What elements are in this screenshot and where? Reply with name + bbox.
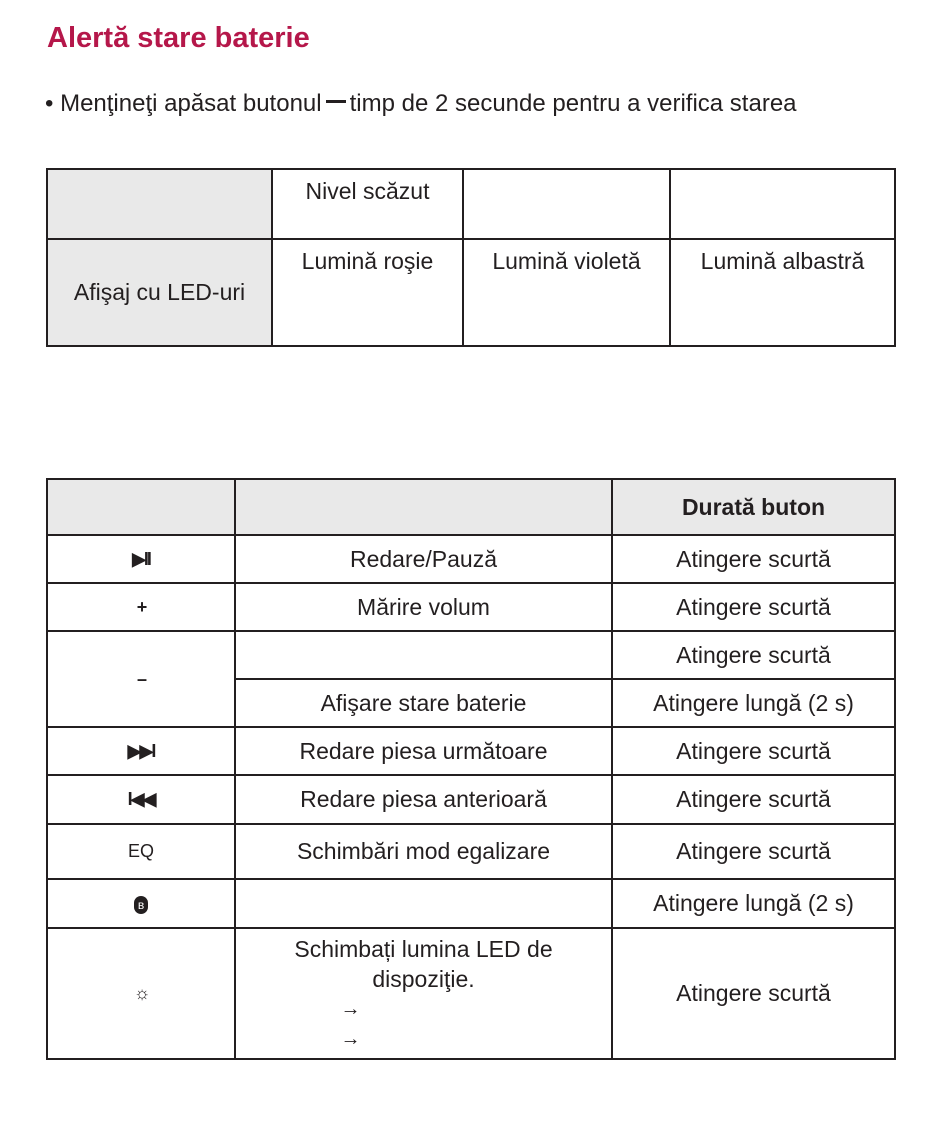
duration-cell: Atingere scurtă [612,824,895,879]
duration-cell: Atingere lungă (2 s) [612,879,895,928]
instruction-bullet [45,90,797,118]
led-table-header-row [47,169,895,239]
function-cell: Afişare stare baterie [235,679,612,727]
led-level-high [670,169,895,239]
duration-cell: Atingere scurtă [612,928,895,1059]
header-function-cell [235,479,612,535]
table-row [47,824,895,879]
play-pause-icon: ▶II [47,535,235,583]
plus-icon: + [47,583,235,631]
led-display-label: Afişaj cu LED-uri [47,239,272,346]
led-red: Lumină roşie [272,239,463,346]
function-cell: Redare piesa anterioară [235,775,612,824]
led-blue: Lumină albastră [670,239,895,346]
table-row [47,583,895,631]
duration-cell: Atingere scurtă [612,583,895,631]
page-title: Alertă stare baterie [47,22,310,54]
table-row [47,535,895,583]
bullet-marker: • [45,90,54,117]
button-functions-table [46,478,896,1060]
previous-track-icon: I◀◀ [47,775,235,824]
arrow-right-icon: → [340,997,361,1020]
function-line-2: dispoziţie. [372,965,475,992]
table-row [47,727,895,775]
table-row [47,928,895,1059]
led-table-corner-cell [47,169,272,239]
header-button-cell [47,479,235,535]
table-row [47,879,895,928]
bullet-text-after: timp de 2 secunde pentru a verifica starea [349,90,797,117]
duration-cell: Atingere scurtă [612,727,895,775]
function-cell [235,928,612,1059]
table-row [47,775,895,824]
duration-cell: Atingere scurtă [612,631,895,679]
led-violet: Lumină violetă [463,239,670,346]
led-table-row [47,239,895,346]
duration-cell: Atingere scurtă [612,535,895,583]
button-table-header-row [47,479,895,535]
function-cell: Redare piesa următoare [235,727,612,775]
led-level-medium [463,169,670,239]
next-track-icon: ▶▶I [47,727,235,775]
led-status-table [46,168,896,347]
minus-button-icon [326,100,346,103]
led-level-low: Nivel scăzut [272,169,463,239]
minus-icon: – [47,631,235,727]
arrow-right-icon: → [340,1027,361,1050]
eq-icon: EQ [47,824,235,879]
function-cell [235,631,612,679]
bluetooth-cell [47,879,235,928]
header-duration-cell: Durată buton [612,479,895,535]
function-cell: Mărire volum [235,583,612,631]
function-cell: Redare/Pauză [235,535,612,583]
mood-light-icon: ☼ [47,928,235,1059]
bullet-text-before: Menţineţi apăsat butonul [60,90,322,117]
duration-cell: Atingere scurtă [612,775,895,824]
bluetooth-icon: ʙ [134,896,148,914]
duration-cell: Atingere lungă (2 s) [612,679,895,727]
function-cell: Schimbări mod egalizare [235,824,612,879]
function-cell [235,879,612,928]
table-row [47,631,895,679]
function-line-1: Schimbați lumina LED de [294,935,553,962]
